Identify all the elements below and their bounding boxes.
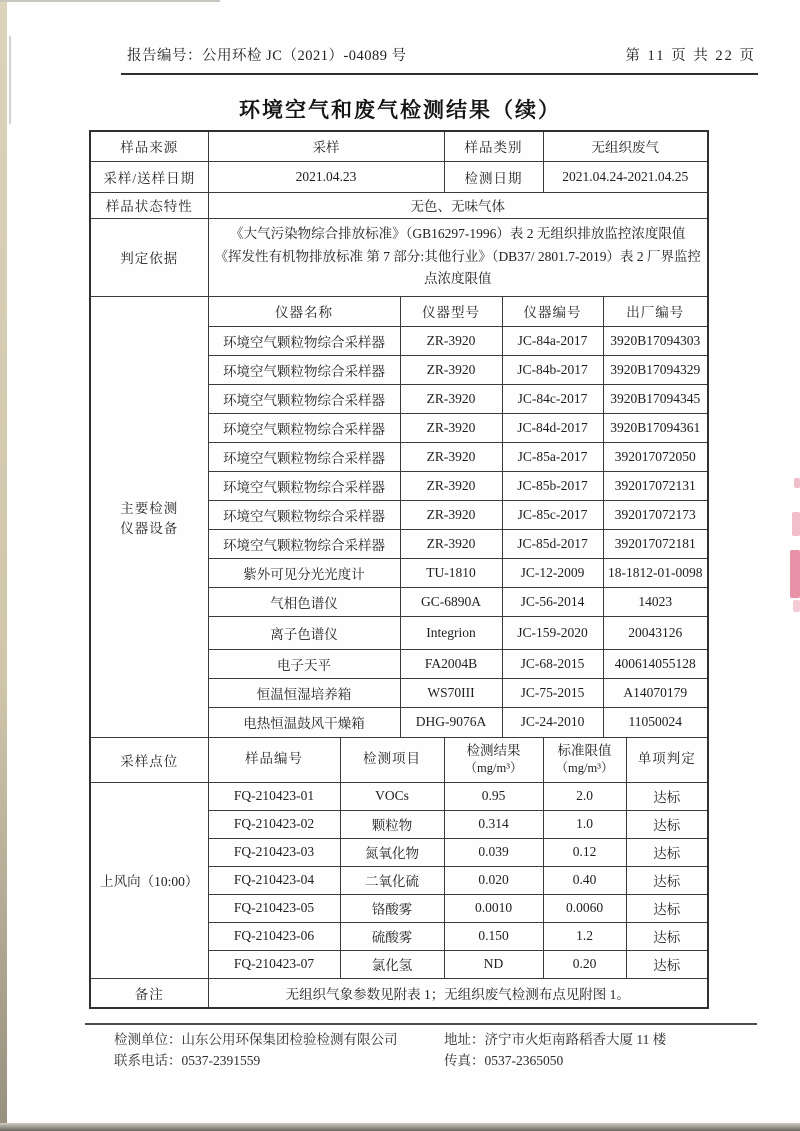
table-row	[90, 192, 708, 218]
factory-no: 3920B17094361	[603, 413, 708, 442]
factory-no: 20043126	[603, 616, 708, 649]
instrument-model: DHG-9076A	[400, 707, 502, 737]
sample-id: FQ-210423-06	[208, 922, 340, 950]
judgment: 达标	[626, 894, 708, 922]
test-result: 0.039	[444, 838, 543, 866]
factory-no: 3920B17094345	[603, 384, 708, 413]
report-number: 报告编号：公用环检 JC（2021）-04089 号	[127, 48, 407, 64]
page-title: 环境空气和废气检测结果（续）	[239, 98, 561, 122]
test-item: 氮氧化物	[340, 838, 444, 866]
limit-value: 0.20	[543, 950, 626, 978]
factory-no: 18-1812-01-0098	[603, 558, 708, 587]
sample-id: FQ-210423-01	[208, 782, 340, 810]
test-date-label: 检测日期	[444, 161, 543, 192]
basis-text	[208, 218, 708, 296]
test-result: 0.95	[444, 782, 543, 810]
limit-value: 0.0060	[543, 894, 626, 922]
remark-label: 备注	[90, 978, 208, 1008]
limit-value: 0.12	[543, 838, 626, 866]
sample-id: FQ-210423-07	[208, 950, 340, 978]
table-row	[90, 161, 708, 192]
footer-rule	[85, 1023, 757, 1025]
sample-state-value: 无色、无味气体	[208, 192, 708, 218]
instrument-model: ZR-3920	[400, 442, 502, 471]
instrument-id: JC-84b-2017	[502, 355, 603, 384]
red-bleed-mark	[790, 550, 800, 598]
results-header-row	[90, 737, 708, 782]
instrument-id: JC-85d-2017	[502, 529, 603, 558]
test-item: 氯化氢	[340, 950, 444, 978]
report-table	[89, 130, 709, 1009]
instrument-id: JC-84d-2017	[502, 413, 603, 442]
test-result: 0.150	[444, 922, 543, 950]
limit-value: 1.0	[543, 810, 626, 838]
footer-unit: 检测单位：山东公用环保集团检验检测有限公司	[114, 1032, 398, 1047]
instrument-model: ZR-3920	[400, 529, 502, 558]
col-header-test-item: 检测项目	[340, 737, 444, 782]
instrument-model: ZR-3920	[400, 500, 502, 529]
instrument-name: 环境空气颗粒物综合采样器	[208, 413, 400, 442]
test-date-value: 2021.04.24-2021.04.25	[543, 161, 708, 192]
sampling-point-value: 上风向（10:00）	[90, 782, 208, 978]
factory-no: 392017072131	[603, 471, 708, 500]
page-indicator: 第 11 页 共 22 页	[625, 48, 756, 64]
factory-no: 400614055128	[603, 649, 708, 678]
test-item: 颗粒物	[340, 810, 444, 838]
scan-edge-top	[0, 0, 220, 2]
instrument-id: JC-24-2010	[502, 707, 603, 737]
remark-row	[90, 978, 708, 1008]
factory-no: 392017072181	[603, 529, 708, 558]
instrument-header-row	[90, 296, 708, 326]
factory-no: A14070179	[603, 678, 708, 707]
sampling-date-value: 2021.04.23	[208, 161, 444, 192]
factory-no: 3920B17094329	[603, 355, 708, 384]
test-item: 铬酸雾	[340, 894, 444, 922]
instrument-name: 环境空气颗粒物综合采样器	[208, 384, 400, 413]
instruments-section-label: 主要检测 仪器设备	[90, 296, 208, 737]
instrument-id: JC-159-2020	[502, 616, 603, 649]
factory-no: 11050024	[603, 707, 708, 737]
footer-fax: 传真：0537-2365050	[444, 1052, 564, 1068]
test-item: 二氧化硫	[340, 866, 444, 894]
basis-label: 判定依据	[90, 218, 208, 296]
test-result: 0.314	[444, 810, 543, 838]
instrument-id: JC-85b-2017	[502, 471, 603, 500]
test-item: 硫酸雾	[340, 922, 444, 950]
instrument-name: 气相色谱仪	[208, 587, 400, 616]
col-header-instrument-id: 仪器编号	[502, 296, 603, 326]
instrument-id: JC-85a-2017	[502, 442, 603, 471]
instrument-name: 紫外可见分光光度计	[208, 558, 400, 587]
instrument-model: ZR-3920	[400, 413, 502, 442]
instrument-model: ZR-3920	[400, 355, 502, 384]
sample-source-label: 样品来源	[90, 131, 208, 161]
test-result: ND	[444, 950, 543, 978]
sample-type-value: 无组织废气	[543, 131, 708, 161]
red-bleed-mark	[792, 512, 800, 536]
instrument-model: Integrion	[400, 616, 502, 649]
basis-line-2: 《挥发性有机物排放标准 第 7 部分:其他行业》（DB37/ 2801.7-2019）表 2 厂界监控点浓度限值	[214, 248, 701, 287]
footer-address: 地址：济宁市火炬南路稻香大厦 11 楼	[444, 1032, 667, 1047]
instrument-name: 电子天平	[208, 649, 400, 678]
instrument-name: 环境空气颗粒物综合采样器	[208, 529, 400, 558]
instrument-name: 恒温恒湿培养箱	[208, 678, 400, 707]
test-item: VOCs	[340, 782, 444, 810]
instrument-id: JC-68-2015	[502, 649, 603, 678]
table-row	[90, 218, 708, 296]
instrument-model: ZR-3920	[400, 326, 502, 355]
limit-value: 2.0	[543, 782, 626, 810]
scan-edge-left	[0, 0, 7, 1131]
instrument-id: JC-56-2014	[502, 587, 603, 616]
instrument-name: 环境空气颗粒物综合采样器	[208, 355, 400, 384]
result-row	[90, 782, 708, 810]
judgment: 达标	[626, 922, 708, 950]
sample-type-label: 样品类别	[444, 131, 543, 161]
judgment: 达标	[626, 782, 708, 810]
remark-text: 无组织气象参数见附表 1；无组织废气检测布点见附图 1。	[208, 978, 708, 1008]
instrument-id: JC-84c-2017	[502, 384, 603, 413]
factory-no: 392017072050	[603, 442, 708, 471]
sample-state-label: 样品状态特性	[90, 192, 208, 218]
sampling-date-label: 采样/送样日期	[90, 161, 208, 192]
limit-value: 0.40	[543, 866, 626, 894]
col-header-limit: 标准限值 （mg/m³）	[543, 737, 626, 782]
instrument-name: 电热恒温鼓风干燥箱	[208, 707, 400, 737]
sample-source-value: 采样	[208, 131, 444, 161]
test-result: 0.0010	[444, 894, 543, 922]
sample-id: FQ-210423-02	[208, 810, 340, 838]
red-bleed-mark	[794, 478, 800, 488]
test-result: 0.020	[444, 866, 543, 894]
basis-line-1: 《大气污染物综合排放标准》（GB16297-1996）表 2 无组织排放监控浓度限值	[230, 225, 686, 241]
red-bleed-mark	[793, 600, 800, 612]
instrument-id: JC-12-2009	[502, 558, 603, 587]
col-header-judgment: 单项判定	[626, 737, 708, 782]
sample-id: FQ-210423-05	[208, 894, 340, 922]
factory-no: 3920B17094303	[603, 326, 708, 355]
col-header-result: 检测结果 （mg/m³）	[444, 737, 543, 782]
col-header-instrument-name: 仪器名称	[208, 296, 400, 326]
col-header-instrument-model: 仪器型号	[400, 296, 502, 326]
col-header-sample-id: 样品编号	[208, 737, 340, 782]
judgment: 达标	[626, 866, 708, 894]
sample-id: FQ-210423-03	[208, 838, 340, 866]
page-footer	[114, 1030, 764, 1072]
table-row	[90, 131, 708, 161]
instrument-model: FA2004B	[400, 649, 502, 678]
judgment: 达标	[626, 950, 708, 978]
footer-phone: 联系电话：0537-2391559	[114, 1052, 261, 1068]
page-header	[121, 44, 758, 75]
limit-value: 1.2	[543, 922, 626, 950]
instrument-id: JC-75-2015	[502, 678, 603, 707]
judgment: 达标	[626, 838, 708, 866]
instrument-id: JC-85c-2017	[502, 500, 603, 529]
col-header-factory-no: 出厂编号	[603, 296, 708, 326]
instrument-model: ZR-3920	[400, 384, 502, 413]
instrument-name: 离子色谱仪	[208, 616, 400, 649]
factory-no: 14023	[603, 587, 708, 616]
judgment: 达标	[626, 810, 708, 838]
instrument-name: 环境空气颗粒物综合采样器	[208, 500, 400, 529]
instrument-model: WS70III	[400, 678, 502, 707]
instrument-model: TU-1810	[400, 558, 502, 587]
instrument-name: 环境空气颗粒物综合采样器	[208, 442, 400, 471]
header-rule	[121, 73, 758, 75]
sample-id: FQ-210423-04	[208, 866, 340, 894]
factory-no: 392017072173	[603, 500, 708, 529]
instrument-name: 环境空气颗粒物综合采样器	[208, 326, 400, 355]
instrument-model: ZR-3920	[400, 471, 502, 500]
instrument-model: GC-6890A	[400, 587, 502, 616]
sampling-point-label: 采样点位	[90, 737, 208, 782]
scan-edge-bottom	[0, 1123, 800, 1131]
instrument-name: 环境空气颗粒物综合采样器	[208, 471, 400, 500]
instrument-id: JC-84a-2017	[502, 326, 603, 355]
